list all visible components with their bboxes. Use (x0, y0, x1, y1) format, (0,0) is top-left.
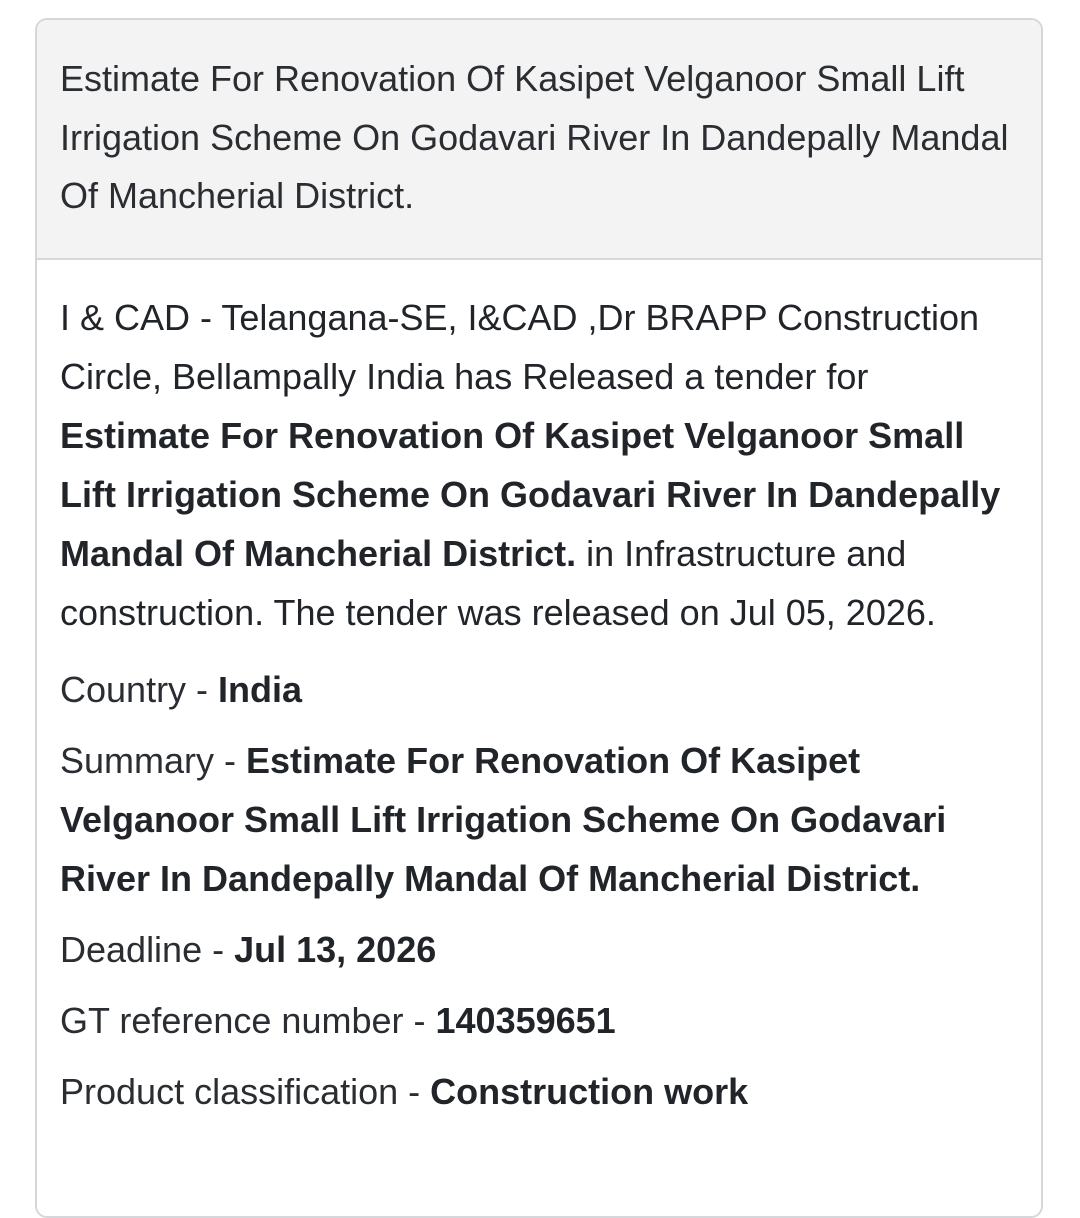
description-tender-name: Estimate For Renovation Of Kasipet Velganoor Small Lift Irrigation Scheme On Godavari River In Dandepally Mandal Of Mancherial District. (60, 414, 1001, 574)
tender-title: Estimate For Renovation Of Kasipet Velganoor Small Lift Irrigation Scheme On Godavari River In Dandepally Mandal Of Mancherial District. (37, 20, 1041, 260)
product-classification-label: Product classification - (60, 1070, 431, 1112)
gt-reference-field (60, 991, 1017, 1050)
gt-reference-value: 140359651 (435, 999, 616, 1041)
deadline-label: Deadline - (60, 928, 235, 970)
description-prefix: I & CAD - Telangana-SE, I&CAD ,Dr BRAPP Construction Circle, Bellampally India has Released a tender for (60, 296, 980, 397)
country-value: India (218, 668, 303, 710)
tender-card (35, 18, 1043, 1218)
description-suffix: in Infrastructure and construction. The tender was released on Jul 05, 2026. (60, 532, 936, 633)
tender-description (60, 288, 1017, 642)
summary-field (60, 731, 1017, 908)
tender-details (37, 260, 1041, 1121)
deadline-value: Jul 13, 2026 (234, 928, 437, 970)
summary-label: Summary - (60, 739, 247, 781)
gt-reference-label: GT reference number - (60, 999, 436, 1041)
country-label: Country - (60, 668, 219, 710)
country-field (60, 660, 1017, 719)
product-classification-field (60, 1062, 1017, 1121)
product-classification-value: Construction work (430, 1070, 749, 1112)
summary-value: Estimate For Renovation Of Kasipet Velganoor Small Lift Irrigation Scheme On Godavari River In Dandepally Mandal Of Mancherial District. (60, 739, 947, 899)
deadline-field (60, 920, 1017, 979)
